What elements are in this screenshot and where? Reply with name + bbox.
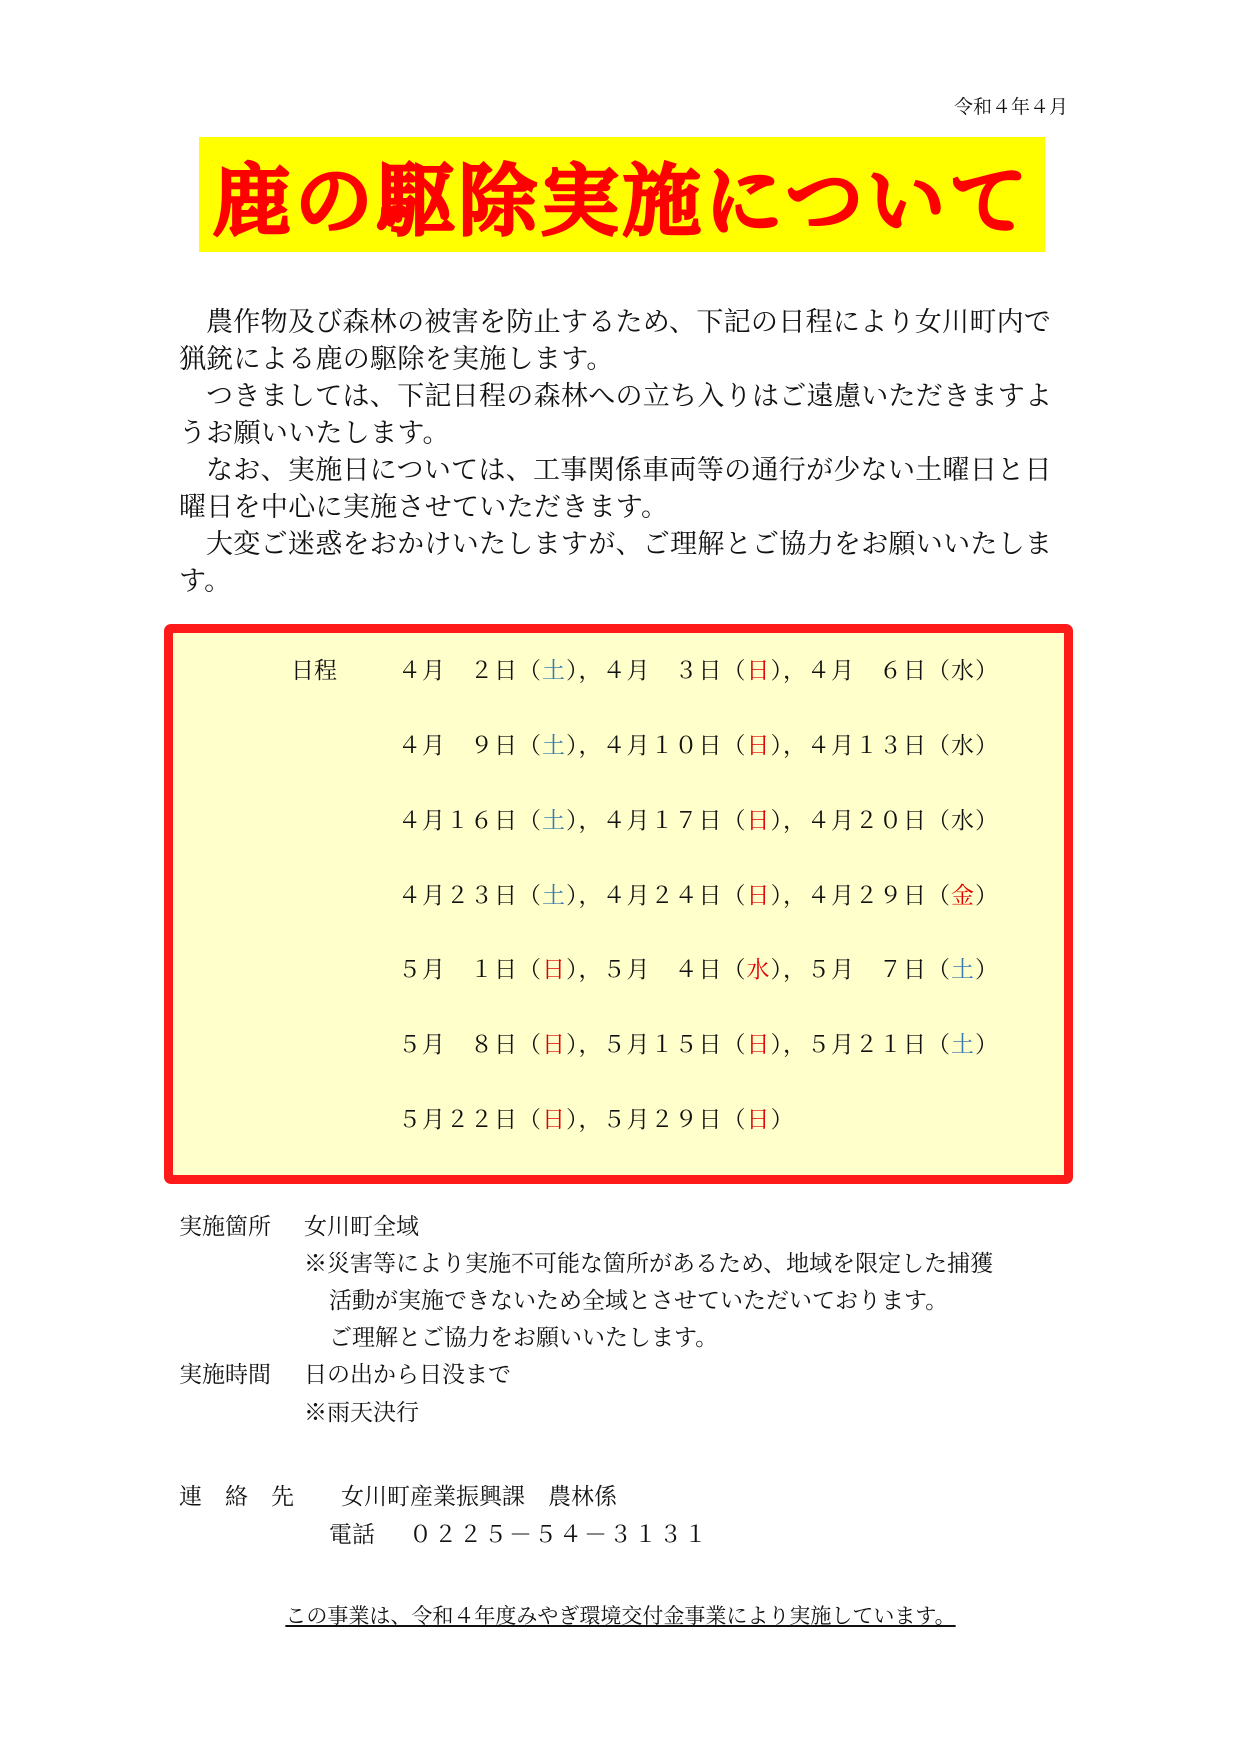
schedule-weekday: 水 [746,957,771,983]
paren-close: ）， [566,1032,603,1058]
schedule-weekday: 土 [542,658,566,684]
paren-open: （ [927,883,951,909]
paragraph-1: 農作物及び森林の被害を防止するため、下記の日程により女川町内で猟銃による鹿の駆除を実施します。 [179,307,1052,375]
schedule-date: ５月 ４日 [602,957,723,983]
schedule-weekday: 日 [542,1032,566,1058]
paren-open: （ [927,808,951,834]
page-title: 鹿の駆除実施について [212,156,1032,247]
paren-open: （ [518,1107,542,1133]
schedule-row [398,802,999,835]
schedule-date: ４月 ６日 [807,658,927,684]
paren-close: ）， [770,733,807,759]
schedule-date: ４月１６日 [398,808,518,834]
paren-close: ）， [566,808,603,834]
paren-close: ）， [566,733,603,759]
schedule-weekday: 日 [746,808,771,834]
schedule-date: ５月 １日 [398,957,518,983]
schedule-date: ４月１７日 [602,808,723,834]
schedule-weekday: 土 [542,883,566,909]
paren-open: （ [927,957,951,983]
schedule-row [398,652,999,685]
paren-close: ） [975,808,999,834]
schedule-row [398,727,999,760]
schedule-date: ４月１０日 [602,733,723,759]
contact-phone: ０２２５－５４－３１３１ [409,1522,709,1548]
schedule-weekday: 土 [542,808,566,834]
schedule-weekday: 日 [746,658,771,684]
schedule-date: ４月 ３日 [602,658,723,684]
paren-close: ）， [566,658,603,684]
contact-phone-label: 電話 [329,1522,375,1548]
time-note: ※雨天決行 [304,1400,419,1426]
paren-open: （ [518,1032,542,1058]
location-value: 女川町全域 [304,1214,419,1240]
schedule-weekday: 日 [542,957,566,983]
schedule-weekday: 水 [951,658,975,684]
paren-close: ）， [770,1032,807,1058]
schedule-date: ５月 ８日 [398,1032,518,1058]
schedule-date: ５月２９日 [602,1107,723,1133]
schedule-date: ４月２４日 [602,883,723,909]
location-note-2: 活動が実施できないため全域とさせていただいております。 [329,1288,949,1314]
paren-open: （ [518,808,542,834]
schedule-date: ４月２９日 [807,883,927,909]
schedule-row [398,877,999,910]
paren-open: （ [518,957,542,983]
paren-open: （ [722,1107,747,1133]
schedule-row [398,1101,795,1134]
schedule-date: ４月 ２日 [398,658,518,684]
paragraph-2: つきましては、下記日程の森林への立ち入りはご遠慮いただきますようお願いいたします。 [179,381,1053,449]
paren-close: ）， [566,1107,603,1133]
schedule-weekday: 土 [951,957,975,983]
paren-close: ） [975,733,999,759]
contact-label: 連 絡 先 [179,1484,294,1510]
schedule-label: 日程 [291,658,337,684]
paren-open: （ [518,883,542,909]
schedule-date: ５月２１日 [807,1032,927,1058]
schedule-weekday: 土 [542,733,566,759]
paren-open: （ [518,733,542,759]
paren-open: （ [927,658,951,684]
paren-open: （ [722,957,747,983]
schedule-date: ５月１５日 [602,1032,723,1058]
paren-open: （ [722,808,747,834]
paren-close: ）， [566,883,603,909]
schedule-weekday: 日 [746,1032,771,1058]
schedule-weekday: 日 [746,883,771,909]
paren-open: （ [722,733,747,759]
paren-close: ）， [770,658,807,684]
location-note-3: ご理解とご協力をお願いいたします。 [329,1325,719,1351]
schedule-date: ５月 ７日 [807,957,927,983]
paren-close: ） [770,1107,795,1133]
schedule-weekday: 金 [951,883,975,909]
paren-close: ） [975,1032,999,1058]
paren-open: （ [722,883,747,909]
paren-close: ）， [770,883,807,909]
contact-dept: 女川町産業振興課 農林係 [341,1484,617,1510]
paren-close: ）， [770,957,807,983]
schedule-row [398,951,999,984]
footer-note: この事業は、令和４年度みやぎ環境交付金事業により実施しています。 [285,1604,956,1628]
schedule-row [398,1026,999,1059]
schedule-weekday: 日 [542,1107,566,1133]
schedule-date: ４月２０日 [807,808,927,834]
paren-open: （ [927,1032,951,1058]
location-label: 実施箇所 [179,1214,271,1240]
time-value: 日の出から日没まで [304,1362,511,1388]
paren-close: ） [975,658,999,684]
paragraph-3: なお、実施日については、工事関係車両等の通行が少ない土曜日と日曜日を中心に実施させていただきます。 [179,455,1052,523]
schedule-weekday: 土 [951,1032,975,1058]
schedule-date: ４月１３日 [807,733,927,759]
schedule-date: ４月 ９日 [398,733,518,759]
paren-close: ）， [770,808,807,834]
schedule-weekday: 日 [746,1107,771,1133]
location-note-1: ※災害等により実施不可能な箇所があるため、地域を限定した捕獲 [304,1251,994,1277]
paren-open: （ [722,658,747,684]
schedule-date: ５月２２日 [398,1107,518,1133]
paren-close: ） [975,957,999,983]
paren-close: ） [975,883,999,909]
paren-open: （ [518,658,542,684]
schedule-date: ４月２３日 [398,883,518,909]
schedule-weekday: 日 [746,733,771,759]
paren-open: （ [927,733,951,759]
schedule-weekday: 水 [951,733,975,759]
time-label: 実施時間 [179,1362,271,1388]
issue-date: 令和４年４月 [953,96,1068,118]
paren-open: （ [722,1032,747,1058]
paragraph-4: 大変ご迷惑をおかけいたしますが、ご理解とご協力をお願いいたします。 [179,529,1053,597]
schedule-weekday: 水 [951,808,975,834]
paren-close: ）， [566,957,603,983]
title-banner [199,137,1045,252]
